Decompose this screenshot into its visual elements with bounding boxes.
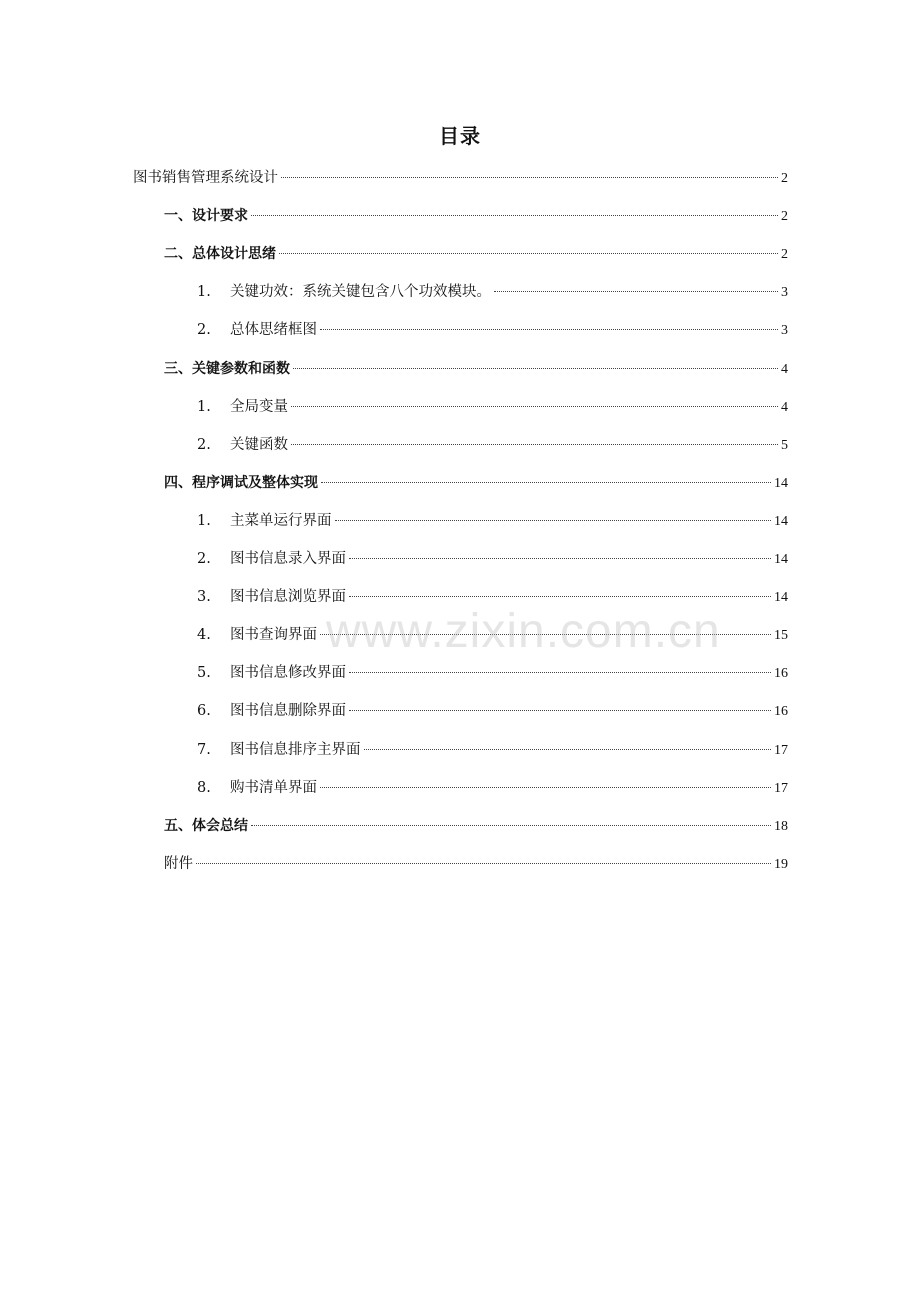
toc-entry[interactable] [197,547,788,571]
toc-entry-number: 8. [197,779,211,796]
toc-entry[interactable] [197,280,788,304]
dot-leader [494,291,778,292]
toc-entry[interactable] [133,166,788,190]
toc-entry[interactable] [164,814,788,838]
toc-entry-label: 五、体会总结 [164,817,248,834]
toc-entry-page-number: 14 [774,475,788,491]
toc-entry-page-number: 5 [781,437,788,453]
dot-leader [251,215,778,216]
toc-entry-label: 一、设计要求 [164,208,248,225]
dot-leader [349,596,771,597]
toc-entry-number: 1. [197,512,211,529]
toc-entry[interactable] [164,357,788,381]
toc-entry-number: 2. [197,322,211,339]
toc-entry-label: 图书信息修改界面 [230,665,346,682]
dot-leader [335,520,772,521]
dot-leader [196,863,771,864]
toc-entry[interactable] [164,471,788,495]
dot-leader [320,329,778,330]
toc-entry[interactable] [164,852,788,876]
toc-entry-page-number: 3 [781,323,788,339]
toc-entry-page-number: 14 [774,590,788,606]
toc-entry-page-number: 14 [774,552,788,567]
toc-entry-page-number: 17 [774,742,788,758]
toc-entry-label: 四、程序调试及整体实现 [164,474,318,491]
toc-entry-page-number: 18 [774,818,788,834]
toc-title: 目录 [439,124,481,148]
dot-leader [291,406,778,407]
toc-entry-page-number: 15 [774,628,788,644]
toc-entry-label: 三、关键参数和函数 [164,360,290,377]
dot-leader [320,634,771,635]
dot-leader [321,482,771,483]
toc-entry[interactable] [197,699,788,723]
dot-leader [281,177,778,178]
toc-entry-number: 1. [197,398,211,415]
toc-entry-label: 图书信息录入界面 [230,551,346,567]
toc-entry-label: 全局变量 [230,398,288,415]
toc-entry[interactable] [164,242,788,266]
toc-entry-label: 图书查询界面 [230,627,317,644]
dot-leader [349,710,771,711]
dot-leader [279,253,778,254]
toc-entry[interactable] [197,509,788,533]
toc-entry-label: 图书信息删除界面 [230,703,346,720]
dot-leader [251,825,771,826]
toc-entry[interactable] [197,318,788,342]
toc-entry-page-number: 16 [774,666,788,682]
dot-leader [291,444,778,445]
toc-entry-page-number: 16 [774,704,788,720]
toc-entry-number: 2. [197,551,211,567]
toc-entry-number: 4. [197,627,211,644]
toc-entry-label: 主菜单运行界面 [230,512,332,529]
toc-entry-page-number: 17 [774,780,788,796]
toc-entry-label: 图书信息排序主界面 [230,741,361,758]
toc-entry[interactable] [197,738,788,762]
dot-leader [349,558,771,559]
toc-entry-number: 6. [197,703,211,720]
toc-entry[interactable] [197,776,788,800]
toc-entry-page-number: 3 [781,285,788,301]
toc-entry-label: 附件 [164,855,193,872]
toc-entry-number: 5. [197,665,211,682]
toc-entry-label: 图书销售管理系统设计 [133,170,278,186]
dot-leader [320,787,771,788]
toc-entry-number: 2. [197,436,211,453]
toc-entry-page-number: 4 [781,399,788,415]
toc-entry-page-number: 19 [774,856,788,872]
toc-entry-number: 7. [197,741,211,758]
dot-leader [364,749,772,750]
dot-leader [349,672,771,673]
toc-entry[interactable] [197,433,788,457]
toc-entry-label: 关键功效：系统关键包含八个功效模块。 [230,284,491,301]
toc-entry[interactable] [197,585,788,609]
toc-entry[interactable] [197,623,788,647]
toc-entry[interactable] [197,661,788,685]
toc-entry-page-number: 2 [781,209,788,225]
toc-entry-page-number: 14 [774,513,788,529]
toc-entry-page-number: 2 [781,247,788,263]
toc-entry-label: 购书清单界面 [230,779,317,796]
toc-entry-page-number: 2 [781,171,788,186]
dot-leader [293,368,778,369]
toc-entry-number: 3. [197,589,211,606]
toc-entry-number: 1. [197,284,211,301]
toc-entry-label: 二、总体设计思绪 [164,246,276,263]
toc-entry-page-number: 4 [781,361,788,377]
toc-entry[interactable] [164,204,788,228]
toc-entry-label: 图书信息浏览界面 [230,589,346,606]
toc-entry[interactable] [197,395,788,419]
toc-entry-label: 总体思绪框图 [230,322,317,339]
toc-entry-label: 关键函数 [230,436,288,453]
watermark: www.zixin.com.cn [326,605,721,658]
